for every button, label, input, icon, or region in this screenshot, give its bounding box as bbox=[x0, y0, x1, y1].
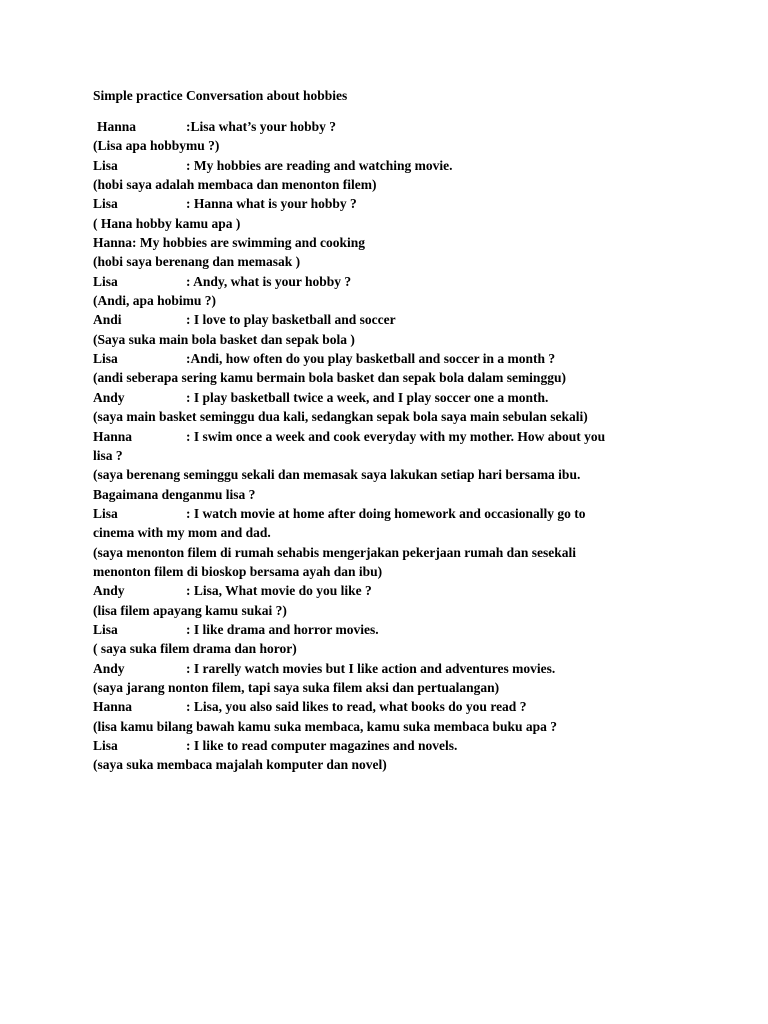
speaker-name: Hanna bbox=[93, 699, 133, 715]
speaker-name: Lisa bbox=[93, 738, 118, 753]
translation-line bbox=[93, 465, 693, 484]
dialogue-line bbox=[93, 659, 693, 678]
speaker-name: Lisa bbox=[93, 273, 118, 289]
translation-line bbox=[93, 717, 693, 736]
dialogue-line bbox=[93, 233, 693, 252]
dialogue-line bbox=[93, 194, 693, 213]
dialogue-line bbox=[93, 427, 693, 446]
translation-line bbox=[93, 562, 693, 581]
conversation-lines bbox=[93, 117, 693, 775]
translation-text: (saya suka membaca majalah komputer dan novel) bbox=[93, 757, 387, 773]
dialogue-line bbox=[93, 117, 693, 136]
dialogue-text: : My hobbies are reading and watching movie. bbox=[186, 157, 453, 173]
dialogue-text: : I play basketball twice a week, and I play soccer one a month. bbox=[186, 389, 549, 405]
dialogue-line bbox=[93, 581, 693, 600]
translation-text: (andi seberapa sering kamu bermain bola basket dan sepak bola dalam seminggu) bbox=[93, 370, 566, 386]
translation-text: (lisa filem apayang kamu sukai ?) bbox=[93, 602, 287, 618]
translation-text: cinema with my mom and dad. bbox=[93, 525, 271, 541]
dialogue-line bbox=[93, 736, 693, 755]
translation-text: lisa ? bbox=[93, 447, 123, 463]
dialogue-line bbox=[93, 272, 693, 291]
dialogue-text: :Andi, how often do you play basketball and soccer in a month ? bbox=[186, 351, 556, 367]
translation-line bbox=[93, 755, 693, 774]
translation-text: (lisa kamu bilang bawah kamu suka membaca, kamu suka membaca buku apa ? bbox=[93, 718, 557, 734]
dialogue-line bbox=[93, 620, 693, 639]
translation-text: menonton filem di bioskop bersama ayah dan ibu) bbox=[93, 563, 383, 579]
translation-text: (saya menonton filem di rumah sehabis mengerjakan pekerjaan rumah dan sesekali bbox=[93, 544, 577, 560]
dialogue-line bbox=[93, 697, 693, 716]
speaker-name: Andi bbox=[93, 312, 122, 328]
dialogue-text: : I watch movie at home after doing homework and occasionally go to bbox=[186, 505, 586, 521]
dialogue-text: : Lisa, you also said likes to read, what books do you read ? bbox=[186, 699, 527, 715]
dialogue-text: : My hobbies are swimming and cooking bbox=[132, 235, 366, 251]
translation-text: (saya main basket seminggu dua kali, sedangkan sepak bola saya main sebulan sekali) bbox=[93, 409, 588, 425]
dialogue-line bbox=[93, 156, 693, 175]
translation-text: (Saya suka main bola basket dan sepak bola ) bbox=[93, 331, 355, 347]
dialogue-line bbox=[93, 504, 693, 523]
translation-line bbox=[93, 407, 693, 426]
dialogue-line bbox=[93, 349, 693, 368]
document-page bbox=[93, 86, 693, 775]
translation-text: (saya berenang seminggu sekali dan memasak saya lakukan setiap hari bersama ibu. bbox=[93, 467, 581, 483]
speaker-name: Hanna bbox=[93, 428, 133, 444]
dialogue-line bbox=[93, 388, 693, 407]
translation-line bbox=[93, 136, 693, 155]
translation-line bbox=[93, 601, 693, 620]
speaker-name: Lisa bbox=[93, 621, 118, 637]
translation-line bbox=[93, 523, 693, 542]
translation-text: (hobi saya adalah membaca dan menonton filem) bbox=[93, 177, 377, 193]
translation-text: ( saya suka filem drama dan horor) bbox=[93, 641, 297, 657]
translation-line bbox=[93, 368, 693, 387]
dialogue-text: : Andy, what is your hobby ? bbox=[186, 273, 352, 289]
dialogue-text: : I like to read computer magazines and novels. bbox=[186, 738, 458, 753]
speaker-name: Lisa bbox=[93, 157, 118, 173]
speaker-name: Andy bbox=[93, 583, 125, 599]
translation-line bbox=[93, 252, 693, 271]
translation-text: (Andi, apa hobimu ?) bbox=[93, 293, 217, 309]
dialogue-text: : I swim once a week and cook everyday with my mother. How about you bbox=[186, 428, 606, 444]
translation-text: (saya jarang nonton filem, tapi saya suka filem aksi dan pertualangan) bbox=[93, 679, 500, 695]
speaker-name: Lisa bbox=[93, 351, 118, 367]
translation-line bbox=[93, 214, 693, 233]
dialogue-text: : Lisa, What movie do you like ? bbox=[186, 583, 372, 599]
speaker-name: Andy bbox=[93, 389, 125, 405]
translation-line bbox=[93, 543, 693, 562]
translation-line bbox=[93, 330, 693, 349]
speaker-name: Andy bbox=[93, 660, 125, 676]
speaker-name: Hanna bbox=[97, 119, 137, 134]
translation-line bbox=[93, 485, 693, 504]
translation-line bbox=[93, 175, 693, 194]
dialogue-text: : I rarelly watch movies but I like action and adventures movies. bbox=[186, 660, 556, 676]
speaker-name: Lisa bbox=[93, 505, 118, 521]
dialogue-text: :Lisa what’s your hobby ? bbox=[186, 119, 337, 134]
translation-text: ( Hana hobby kamu apa ) bbox=[93, 215, 241, 231]
translation-line bbox=[93, 291, 693, 310]
dialogue-text: : I love to play basketball and soccer bbox=[186, 312, 396, 328]
translation-line bbox=[93, 678, 693, 697]
translation-text: (hobi saya berenang dan memasak ) bbox=[93, 254, 301, 270]
dialogue-line bbox=[93, 310, 693, 329]
translation-text: Bagaimana denganmu lisa ? bbox=[93, 486, 256, 502]
document-title: Simple practice Conversation about hobbies bbox=[93, 88, 348, 103]
translation-line bbox=[93, 446, 693, 465]
dialogue-text: : Hanna what is your hobby ? bbox=[186, 196, 357, 212]
translation-text: (Lisa apa hobbymu ?) bbox=[93, 138, 220, 154]
speaker-name: Hanna bbox=[93, 235, 133, 251]
speaker-name: Lisa bbox=[93, 196, 118, 212]
translation-line bbox=[93, 639, 693, 658]
dialogue-text: : I like drama and horror movies. bbox=[186, 621, 379, 637]
